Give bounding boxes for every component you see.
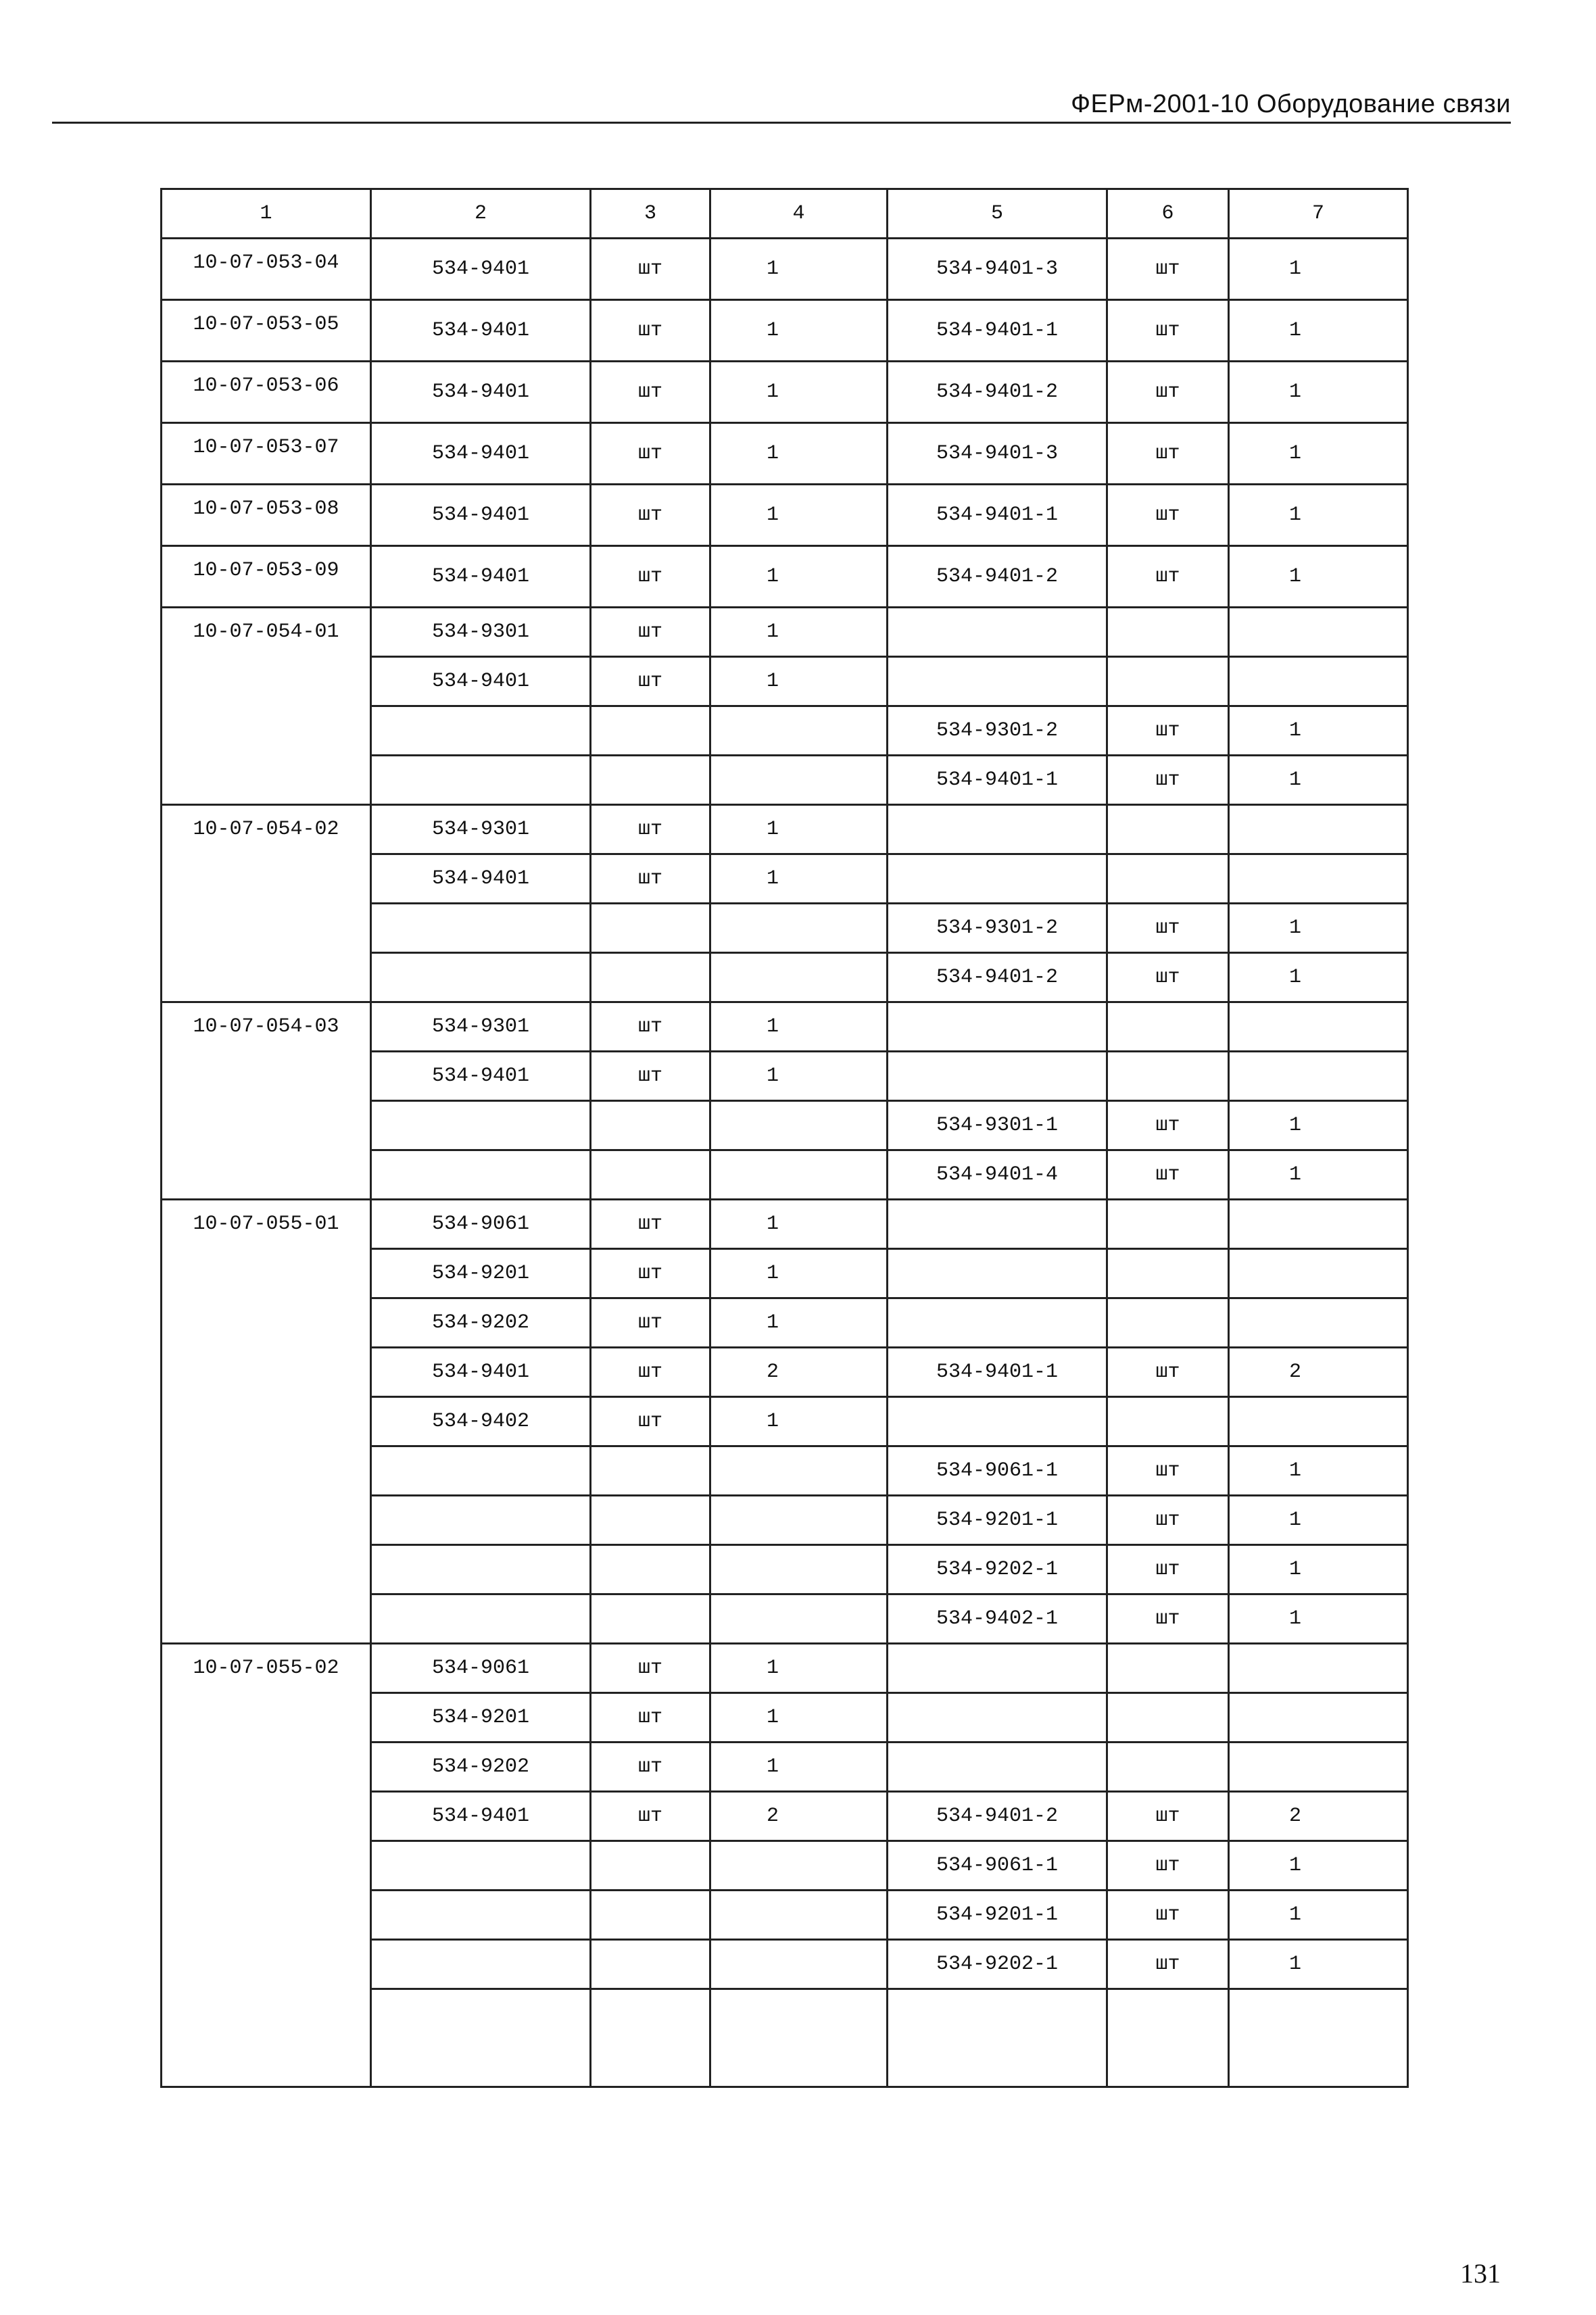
replacement-unit-cell: шт	[1107, 1545, 1229, 1594]
replacement-code-cell: 534-9301-1	[888, 1101, 1107, 1150]
resource-code-cell: 534-9201	[371, 1249, 591, 1298]
table-row	[162, 1200, 1408, 1249]
replacement-unit-cell: шт	[1107, 1101, 1229, 1150]
empty-cell	[888, 1989, 1107, 2087]
quantity-cell	[710, 1940, 888, 1989]
unit-cell	[591, 1841, 710, 1891]
resource-code-cell: 534-9202	[371, 1743, 591, 1792]
replacement-code-cell	[888, 854, 1107, 904]
replacement-quantity-cell: 1	[1229, 1545, 1408, 1594]
replacement-quantity-cell: 1	[1229, 300, 1408, 362]
empty-cell	[710, 1989, 888, 2087]
resource-code-cell	[371, 756, 591, 805]
replacement-unit-cell: шт	[1107, 904, 1229, 953]
quantity-cell: 2	[710, 1348, 888, 1397]
unit-cell: шт	[591, 1693, 710, 1743]
quantity-cell: 2	[710, 1792, 888, 1841]
replacement-quantity-cell: 1	[1229, 706, 1408, 756]
replacement-unit-cell	[1107, 1693, 1229, 1743]
replacement-quantity-cell: 1	[1229, 1891, 1408, 1940]
unit-cell	[591, 1594, 710, 1644]
unit-cell: шт	[591, 1298, 710, 1348]
unit-cell: шт	[591, 854, 710, 904]
quantity-cell: 1	[710, 300, 888, 362]
replacement-quantity-cell: 1	[1229, 1594, 1408, 1644]
quantity-cell: 1	[710, 1052, 888, 1101]
replacement-quantity-cell: 1	[1229, 1940, 1408, 1989]
replacement-quantity-cell	[1229, 805, 1408, 854]
quantity-cell	[710, 756, 888, 805]
replacement-quantity-cell: 1	[1229, 546, 1408, 608]
replacement-quantity-cell	[1229, 1002, 1408, 1052]
page-number: 131	[1460, 2258, 1501, 2289]
replacement-quantity-cell	[1229, 854, 1408, 904]
empty-cell	[1229, 1989, 1408, 2087]
replacement-quantity-cell: 1	[1229, 953, 1408, 1002]
replacement-quantity-cell	[1229, 1200, 1408, 1249]
quantity-cell: 1	[710, 1693, 888, 1743]
unit-cell	[591, 1101, 710, 1150]
quantity-cell: 1	[710, 1644, 888, 1693]
unit-cell: шт	[591, 1644, 710, 1693]
replacement-code-cell	[888, 1002, 1107, 1052]
quantity-cell: 1	[710, 1200, 888, 1249]
unit-cell: шт	[591, 546, 710, 608]
quantity-cell: 1	[710, 657, 888, 706]
empty-cell	[371, 1989, 591, 2087]
resource-code-cell	[371, 1496, 591, 1545]
replacement-unit-cell: шт	[1107, 1841, 1229, 1891]
resource-code-cell: 534-9401	[371, 485, 591, 546]
replacement-code-cell	[888, 1644, 1107, 1693]
quantity-cell	[710, 1496, 888, 1545]
replacement-quantity-cell: 1	[1229, 1446, 1408, 1496]
replacement-quantity-cell	[1229, 1644, 1408, 1693]
replacement-code-cell: 534-9201-1	[888, 1891, 1107, 1940]
unit-cell	[591, 1150, 710, 1200]
table-row	[162, 546, 1408, 608]
resource-code-cell	[371, 904, 591, 953]
replacement-unit-cell: шт	[1107, 1150, 1229, 1200]
unit-cell: шт	[591, 1249, 710, 1298]
resource-code-cell: 534-9201	[371, 1693, 591, 1743]
unit-cell	[591, 1446, 710, 1496]
replacement-code-cell	[888, 1298, 1107, 1348]
replacement-code-cell: 534-9301-2	[888, 904, 1107, 953]
replacement-code-cell: 534-9401-2	[888, 362, 1107, 423]
replacement-quantity-cell: 1	[1229, 485, 1408, 546]
replacement-quantity-cell	[1229, 608, 1408, 657]
resource-code-cell: 534-9401	[371, 300, 591, 362]
resource-code-cell: 534-9401	[371, 362, 591, 423]
unit-cell: шт	[591, 1002, 710, 1052]
unit-cell: шт	[591, 608, 710, 657]
replacement-unit-cell: шт	[1107, 300, 1229, 362]
replacement-quantity-cell	[1229, 1298, 1408, 1348]
replacement-quantity-cell: 1	[1229, 239, 1408, 300]
replacement-unit-cell: шт	[1107, 1792, 1229, 1841]
quantity-cell: 1	[710, 805, 888, 854]
norm-code-cell: 10-07-053-07	[162, 423, 371, 485]
unit-cell	[591, 1545, 710, 1594]
quantity-cell: 1	[710, 485, 888, 546]
column-header: 7	[1229, 189, 1408, 239]
replacement-unit-cell: шт	[1107, 1940, 1229, 1989]
unit-cell: шт	[591, 1792, 710, 1841]
page-header	[52, 89, 1511, 124]
quantity-cell: 1	[710, 1397, 888, 1446]
quantity-cell	[710, 706, 888, 756]
replacement-code-cell	[888, 608, 1107, 657]
norm-code-cell: 10-07-053-08	[162, 485, 371, 546]
table-row	[162, 423, 1408, 485]
replacement-code-cell: 534-9401-1	[888, 756, 1107, 805]
replacement-code-cell: 534-9301-2	[888, 706, 1107, 756]
replacement-unit-cell: шт	[1107, 1446, 1229, 1496]
unit-cell	[591, 1891, 710, 1940]
replacement-unit-cell: шт	[1107, 1348, 1229, 1397]
quantity-cell: 1	[710, 854, 888, 904]
replacement-code-cell: 534-9061-1	[888, 1446, 1107, 1496]
replacement-code-cell	[888, 1397, 1107, 1446]
replacement-unit-cell: шт	[1107, 423, 1229, 485]
replacement-unit-cell	[1107, 805, 1229, 854]
column-header: 3	[591, 189, 710, 239]
resource-code-cell: 534-9202	[371, 1298, 591, 1348]
quantity-cell	[710, 904, 888, 953]
quantity-cell	[710, 1545, 888, 1594]
replacement-unit-cell: шт	[1107, 706, 1229, 756]
replacement-code-cell: 534-9401-1	[888, 485, 1107, 546]
replacement-code-cell: 534-9201-1	[888, 1496, 1107, 1545]
norm-code-cell: 10-07-053-09	[162, 546, 371, 608]
replacement-quantity-cell: 1	[1229, 1496, 1408, 1545]
resource-code-cell	[371, 1940, 591, 1989]
resource-code-cell	[371, 1891, 591, 1940]
replacement-unit-cell	[1107, 1249, 1229, 1298]
quantity-cell: 1	[710, 1249, 888, 1298]
norm-code-cell: 10-07-054-02	[162, 805, 371, 1002]
replacement-code-cell	[888, 1249, 1107, 1298]
resource-code-cell: 534-9401	[371, 1792, 591, 1841]
table-row	[162, 239, 1408, 300]
resource-code-cell: 534-9401	[371, 546, 591, 608]
table-row	[162, 1644, 1408, 1693]
norm-code-cell: 10-07-055-01	[162, 1200, 371, 1644]
replacement-quantity-cell: 1	[1229, 362, 1408, 423]
resource-code-cell	[371, 953, 591, 1002]
replacement-unit-cell	[1107, 1644, 1229, 1693]
resource-code-cell: 534-9401	[371, 239, 591, 300]
replacement-unit-cell: шт	[1107, 756, 1229, 805]
quantity-cell	[710, 1150, 888, 1200]
replacement-quantity-cell: 2	[1229, 1348, 1408, 1397]
replacement-quantity-cell: 1	[1229, 756, 1408, 805]
table-row	[162, 485, 1408, 546]
replacement-unit-cell: шт	[1107, 362, 1229, 423]
replacement-unit-cell	[1107, 1743, 1229, 1792]
quantity-cell	[710, 953, 888, 1002]
unit-cell: шт	[591, 239, 710, 300]
replacement-unit-cell: шт	[1107, 953, 1229, 1002]
unit-cell	[591, 904, 710, 953]
table-row	[162, 300, 1408, 362]
resource-code-cell	[371, 706, 591, 756]
resource-code-cell: 534-9061	[371, 1644, 591, 1693]
replacement-code-cell: 534-9401-1	[888, 300, 1107, 362]
table-body	[162, 239, 1408, 2087]
replacement-code-cell	[888, 1052, 1107, 1101]
norm-code-cell: 10-07-055-02	[162, 1644, 371, 2087]
replacement-code-cell: 534-9401-2	[888, 953, 1107, 1002]
replacement-quantity-cell: 1	[1229, 1841, 1408, 1891]
replacement-unit-cell: шт	[1107, 485, 1229, 546]
quantity-cell	[710, 1446, 888, 1496]
replacement-unit-cell: шт	[1107, 1594, 1229, 1644]
replacement-code-cell: 534-9401-4	[888, 1150, 1107, 1200]
replacement-quantity-cell	[1229, 1249, 1408, 1298]
norm-code-cell: 10-07-054-03	[162, 1002, 371, 1200]
unit-cell: шт	[591, 300, 710, 362]
unit-cell: шт	[591, 362, 710, 423]
norm-code-cell: 10-07-054-01	[162, 608, 371, 805]
column-header: 4	[710, 189, 888, 239]
replacement-unit-cell: шт	[1107, 239, 1229, 300]
quantity-cell: 1	[710, 423, 888, 485]
replacement-code-cell: 534-9401-2	[888, 546, 1107, 608]
unit-cell	[591, 756, 710, 805]
column-header: 6	[1107, 189, 1229, 239]
unit-cell: шт	[591, 1397, 710, 1446]
replacement-code-cell	[888, 657, 1107, 706]
replacement-code-cell: 534-9401-3	[888, 423, 1107, 485]
resource-code-cell	[371, 1446, 591, 1496]
quantity-cell	[710, 1841, 888, 1891]
replacement-unit-cell	[1107, 1052, 1229, 1101]
norm-code-cell: 10-07-053-04	[162, 239, 371, 300]
unit-cell: шт	[591, 805, 710, 854]
resource-code-cell: 534-9061	[371, 1200, 591, 1249]
replacement-code-cell	[888, 805, 1107, 854]
unit-cell: шт	[591, 1743, 710, 1792]
empty-cell	[1107, 1989, 1229, 2087]
replacement-unit-cell	[1107, 1397, 1229, 1446]
replacement-unit-cell	[1107, 1002, 1229, 1052]
replacement-unit-cell: шт	[1107, 546, 1229, 608]
resource-code-cell: 534-9401	[371, 423, 591, 485]
quantity-cell	[710, 1594, 888, 1644]
replacement-code-cell: 534-9401-2	[888, 1792, 1107, 1841]
replacement-unit-cell	[1107, 1200, 1229, 1249]
column-header: 5	[888, 189, 1107, 239]
resource-code-cell: 534-9402	[371, 1397, 591, 1446]
unit-cell: шт	[591, 423, 710, 485]
resource-code-cell	[371, 1841, 591, 1891]
replacement-unit-cell	[1107, 608, 1229, 657]
table-row	[162, 608, 1408, 657]
quantity-cell	[710, 1101, 888, 1150]
quantity-cell	[710, 1891, 888, 1940]
resource-code-cell: 534-9301	[371, 1002, 591, 1052]
resource-code-cell: 534-9301	[371, 805, 591, 854]
resource-code-cell	[371, 1101, 591, 1150]
replacement-unit-cell: шт	[1107, 1496, 1229, 1545]
resource-code-cell	[371, 1150, 591, 1200]
replacement-code-cell: 534-9401-3	[888, 239, 1107, 300]
replacement-code-cell	[888, 1743, 1107, 1792]
resource-code-cell: 534-9401	[371, 1052, 591, 1101]
unit-cell: шт	[591, 657, 710, 706]
resource-table	[160, 188, 1409, 2088]
replacement-quantity-cell: 1	[1229, 1101, 1408, 1150]
table-row	[162, 1002, 1408, 1052]
replacement-code-cell	[888, 1693, 1107, 1743]
replacement-quantity-cell: 1	[1229, 423, 1408, 485]
resource-code-cell	[371, 1594, 591, 1644]
quantity-cell: 1	[710, 1002, 888, 1052]
unit-cell	[591, 706, 710, 756]
table-row	[162, 362, 1408, 423]
replacement-unit-cell	[1107, 1298, 1229, 1348]
unit-cell	[591, 1496, 710, 1545]
quantity-cell: 1	[710, 608, 888, 657]
column-header: 2	[371, 189, 591, 239]
resource-code-cell	[371, 1545, 591, 1594]
quantity-cell: 1	[710, 546, 888, 608]
replacement-unit-cell	[1107, 657, 1229, 706]
document-title: ФЕРм-2001-10 Оборудование связи	[1071, 90, 1511, 118]
unit-cell: шт	[591, 1200, 710, 1249]
resource-code-cell: 534-9401	[371, 657, 591, 706]
unit-cell: шт	[591, 485, 710, 546]
replacement-quantity-cell	[1229, 1397, 1408, 1446]
table-header-row	[162, 189, 1408, 239]
replacement-code-cell: 534-9402-1	[888, 1594, 1107, 1644]
table-row	[162, 805, 1408, 854]
replacement-code-cell: 534-9061-1	[888, 1841, 1107, 1891]
replacement-unit-cell	[1107, 854, 1229, 904]
empty-cell	[591, 1989, 710, 2087]
replacement-quantity-cell	[1229, 1743, 1408, 1792]
replacement-code-cell: 534-9202-1	[888, 1545, 1107, 1594]
replacement-quantity-cell: 1	[1229, 1150, 1408, 1200]
quantity-cell: 1	[710, 362, 888, 423]
replacement-code-cell: 534-9202-1	[888, 1940, 1107, 1989]
unit-cell: шт	[591, 1052, 710, 1101]
resource-code-cell: 534-9401	[371, 1348, 591, 1397]
quantity-cell: 1	[710, 239, 888, 300]
replacement-quantity-cell	[1229, 1052, 1408, 1101]
unit-cell	[591, 953, 710, 1002]
replacement-quantity-cell: 1	[1229, 904, 1408, 953]
replacement-unit-cell: шт	[1107, 1891, 1229, 1940]
replacement-code-cell: 534-9401-1	[888, 1348, 1107, 1397]
unit-cell	[591, 1940, 710, 1989]
resource-code-cell: 534-9301	[371, 608, 591, 657]
column-header: 1	[162, 189, 371, 239]
replacement-quantity-cell	[1229, 1693, 1408, 1743]
norm-code-cell: 10-07-053-05	[162, 300, 371, 362]
norm-code-cell: 10-07-053-06	[162, 362, 371, 423]
resource-code-cell: 534-9401	[371, 854, 591, 904]
quantity-cell: 1	[710, 1298, 888, 1348]
replacement-quantity-cell	[1229, 657, 1408, 706]
unit-cell: шт	[591, 1348, 710, 1397]
replacement-code-cell	[888, 1200, 1107, 1249]
replacement-quantity-cell: 2	[1229, 1792, 1408, 1841]
quantity-cell: 1	[710, 1743, 888, 1792]
